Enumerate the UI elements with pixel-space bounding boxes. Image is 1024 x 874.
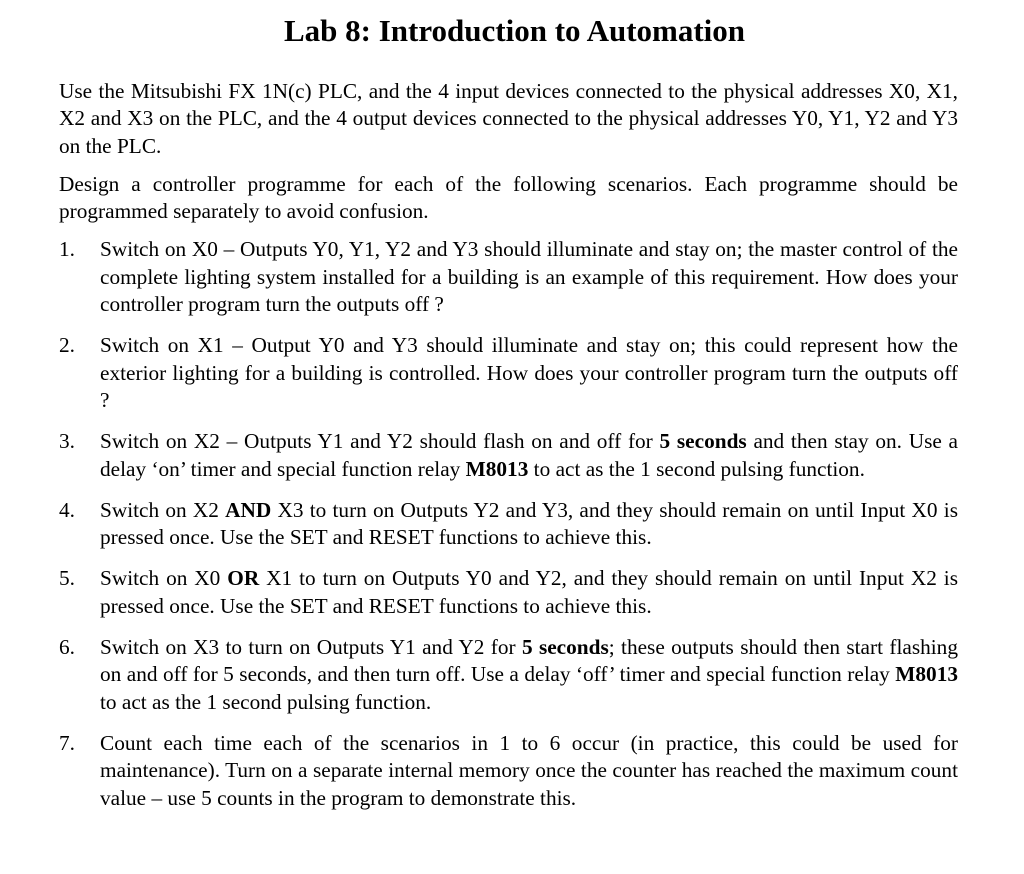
bold-term: 5 seconds [521, 635, 609, 660]
list-text-part: to act as the 1 second pulsing function. [528, 456, 865, 481]
list-item-4 [59, 497, 958, 552]
bold-term: M8013 [465, 456, 529, 481]
list-number: 3. [59, 429, 75, 454]
list-text-part: Switch on X2 [100, 497, 226, 522]
list-text-part: X1 to turn on Outputs Y0 and Y2, and they should remain on until Input X2 is pressed once. Use the SET and RESET functions to achieve this. [100, 566, 958, 618]
list-item-2 [59, 332, 958, 414]
list-text-part: X3 to turn on Outputs Y2 and Y3, and they should remain on until Input X0 is pressed once. Use the SET and RESET functions to achieve this. [100, 497, 958, 550]
list-text-part: Switch on X3 to turn on Outputs Y1 and Y2 for [100, 635, 522, 660]
list-number: 7. [59, 730, 75, 755]
list-number: 1. [59, 237, 75, 262]
list-text: Switch on X0 – Outputs Y0, Y1, Y2 and Y3 should illuminate and stay on; the master control of the complete lighting system installed for a building is an example of this requirement. How does your controller program turn the outputs off ? [100, 237, 958, 317]
page-title: Lab 8: Introduction to Automation [283, 13, 746, 48]
bold-term: 5 seconds [659, 429, 747, 454]
list-item-3 [59, 428, 958, 483]
intro-paragraph-2: Design a controller programme for each of the following scenarios. Each programme should be programmed separately to avoid confusion. [59, 171, 958, 224]
list-number: 2. [59, 333, 75, 358]
list-text: Count each time each of the scenarios in 1 to 6 occur (in practice, this could be used for maintenance). Turn on a separate internal memory once the counter has reached the maximum count value – use 5 counts in the program to demonstrate this. [100, 730, 958, 810]
list-text-part: and then stay on. Use a delay ‘on’ timer and special function relay [100, 429, 958, 481]
bold-term: OR [227, 566, 260, 591]
list-text-part: ; these outputs should then start flashing on and off for 5 seconds, and then turn off. Use a delay ‘off’ timer and special function relay [100, 635, 958, 687]
list-text-part: Switch on X2 – Outputs Y1 and Y2 should flash on and off for [100, 429, 660, 454]
list-text: Switch on X1 – Output Y0 and Y3 should illuminate and stay on; this could represent how the exterior lighting for a building is controlled. How does your controller program turn the outputs off ? [100, 333, 958, 412]
list-text-part: Switch on X0 [100, 566, 228, 591]
bold-term: M8013 [895, 662, 958, 687]
list-number: 4. [59, 497, 75, 522]
list-number: 6. [59, 635, 75, 660]
list-item-7 [59, 730, 958, 812]
intro-paragraph-1: Use the Mitsubishi FX 1N(c) PLC, and the 4 input devices connected to the physical addresses X0, X1, X2 and X3 on the PLC, and the 4 output devices connected to the physical addresses Y0, Y1, Y2 and Y3 on the PLC. [59, 79, 958, 158]
list-item-6 [59, 634, 958, 716]
scenario-list [59, 236, 958, 811]
bold-term: AND [225, 497, 272, 522]
list-number: 5. [59, 566, 75, 591]
list-text-part: to act as the 1 second pulsing function. [100, 689, 432, 714]
list-item-1 [59, 236, 958, 318]
list-item-5 [59, 565, 958, 620]
